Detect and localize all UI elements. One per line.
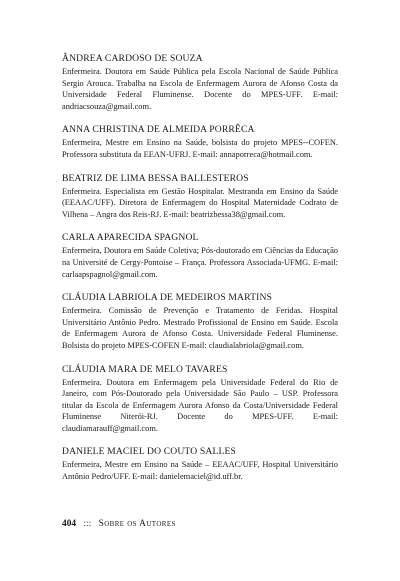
section-title: Sobre os Autores xyxy=(98,519,176,529)
author-name: CARLA APARECIDA SPAGNOL xyxy=(62,232,199,244)
author-entry xyxy=(62,232,338,280)
author-name: ÂNDREA CARDOSO DE SOUZA xyxy=(62,53,203,64)
author-bio: Enfermeira, Doutora em Saúde Coletiva; Pós-doutorado em Ciências da Educação na Université de Cergy-Pontoise – França. Professora Associada-UFMG. E-mail: carlaapspagnol@gmail.com. xyxy=(62,246,338,279)
author-entry xyxy=(62,53,338,112)
page-footer xyxy=(62,518,176,530)
page-number: 404 xyxy=(62,519,77,529)
author-bio: Enfermeira. Doutora em Saúde Pública pela Escola Nacional de Saúde Pública Sergio Arouca. Trabalha na Escola de Enfermagem Aurora de Afonso Costa da Universidade Federal Fluminense. Docente do MPES-UFF. E-mail: andriacsouza@gmail.com. xyxy=(62,67,338,111)
author-entry xyxy=(62,173,338,221)
author-bio: Enfermeira. Doutora em Enfermagem pela Universidade Federal do Rio de Janeiro, com Pós-Doutorado pela Universidade São Paulo – USP. Professora titular da Escola de Enfermagem Aurora Afonso da Costa/Universidade Federal Fluminense Niterói-RJ. Docente do MPES-UFF. E-mail: claudiamarauff@gmail.com. xyxy=(62,377,338,433)
author-list xyxy=(62,53,338,495)
author-entry xyxy=(62,364,338,435)
author-bio: Enfermeira. Especialista em Gestão Hospitalar. Mestranda em Ensino da Saúde (EEAAC/UFF). Diretora de Enfermagem do Hospital Maternidade Codrato de Vilhena – Angra dos Reis-RJ. E-mail: beatrizbessa38@gmail.com. xyxy=(62,186,338,219)
author-name: DANIELE MACIEL DO COUTO SALLES xyxy=(62,446,236,458)
author-bio: Enfermeira. Comissão de Prevenção e Tratamento de Feridas. Hospital Universitário Antônio Pedro. Mestrado Profissional de Ensino em Saúde. Escola de Enfermagem Aurora de Afonso Costa. Universidade Federal Fluminense. Bolsista do projeto MPES-COFEN E-mail: claudialabriola@gmail.com. xyxy=(62,306,338,350)
author-name: BEATRIZ DE LIMA BESSA BALLESTEROS xyxy=(62,172,249,184)
author-name: CLÁUDIA MARA DE MELO TAVARES xyxy=(62,363,228,375)
author-entry xyxy=(62,124,338,160)
author-entry xyxy=(62,446,338,482)
author-bio: Enfermeira, Mestre em Ensino na Saúde – EEAAC/UFF, Hospital Universitário Antônio Pedro/UFF. E-mail: danielemaciel@id.uff.br. xyxy=(62,460,338,482)
footer-separator: ::: xyxy=(83,519,92,529)
author-entry xyxy=(62,292,338,351)
author-name: CLÁUDIA LABRIOLA DE MEDEIROS MARTINS xyxy=(62,292,273,304)
author-name: ANNA CHRISTINA DE ALMEIDA PORRÊCA xyxy=(62,124,255,136)
author-bio: Enfermeira, Mestre em Ensino na Saúde, bolsista do projeto MPES--COFEN. Professora substituta da EEAN-UFRJ. E-mail: annaporreca@hotmail.com. xyxy=(62,138,338,159)
